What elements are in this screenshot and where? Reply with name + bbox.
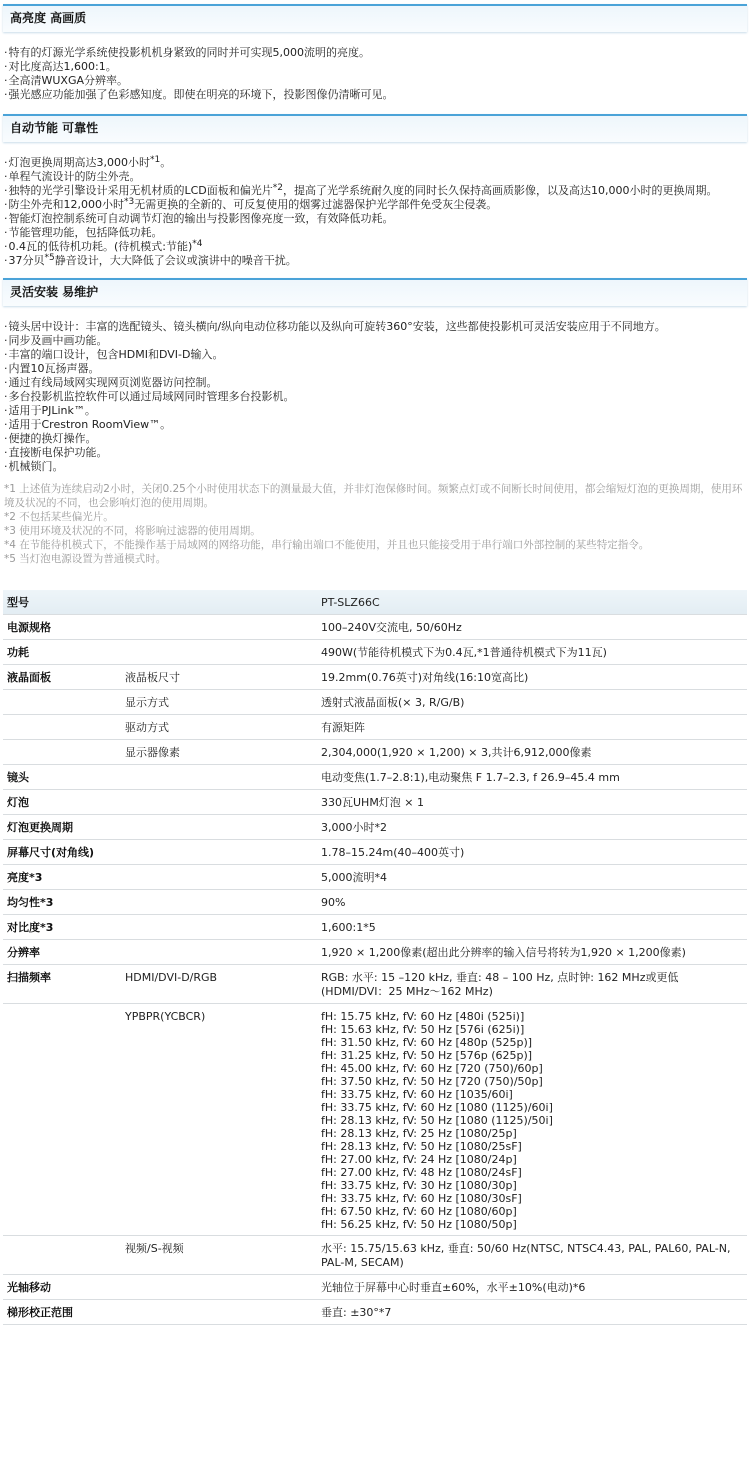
spec-subkey (121, 765, 317, 790)
spec-row (3, 1300, 747, 1325)
feature-item (4, 46, 750, 60)
feature-text: 智能灯泡控制系统可自动调节灯泡的输出与投影图像亮度一致，有效降低功耗。 (8, 212, 394, 225)
bullet: · (4, 446, 8, 459)
scan-line: fH: 31.50 kHz, fV: 60 Hz [480p (525p)] (321, 1036, 533, 1049)
feature-text-cont: 。 (160, 156, 172, 169)
spec-subkey (121, 790, 317, 815)
spec-key (3, 1004, 121, 1236)
spec-row (3, 915, 747, 940)
feature-text: 直接断电保护功能。 (8, 446, 108, 459)
spec-subkey (121, 640, 317, 665)
spec-key: 梯形校正范围 (3, 1300, 121, 1325)
spec-subkey: 驱动方式 (121, 715, 317, 740)
scan-line: fH: 15.63 kHz, fV: 50 Hz [576i (625i)] (321, 1023, 525, 1036)
feature-item (4, 184, 750, 198)
spec-row (3, 815, 747, 840)
footnote: *1 上述值为连续启动2小时，关闭0.25个小时使用状态下的测量最大值，并非灯泡保修时间。频繁点灯或不间断长时间使用，都会缩短灯泡的更换周期，使用环境及状况的不同，也会影响灯泡的使用周期。 (4, 483, 743, 509)
spec-row (3, 615, 747, 640)
spec-key: 屏幕尺寸(对角线) (3, 840, 121, 865)
feature-item (4, 254, 750, 268)
bullet: · (4, 254, 8, 267)
spec-value: 19.2mm(0.76英寸)对角线(16:10宽高比) (317, 665, 747, 690)
spec-key: 均匀性*3 (3, 890, 121, 915)
spec-value: 2,304,000(1,920 × 1,200) × 3,共计6,912,000像素 (317, 740, 747, 765)
scan-line: fH: 33.75 kHz, fV: 30 Hz [1080/30p] (321, 1179, 517, 1192)
feature-item (4, 170, 750, 184)
scan-line: fH: 37.50 kHz, fV: 50 Hz [720 (750)/50p] (321, 1075, 543, 1088)
spec-row (3, 940, 747, 965)
footnote: *4 在节能待机模式下，不能操作基于局域网的网络功能，串行输出端口不能使用，并且也只能接受用于串行端口外部控制的某些特定指令。 (4, 539, 650, 551)
feature-item (4, 240, 750, 254)
footnotes (0, 474, 750, 566)
feature-text: 丰富的端口设计，包含HDMI和DVI-D输入。 (8, 348, 224, 361)
bullet: · (4, 212, 8, 225)
spec-row (3, 890, 747, 915)
bullet: · (4, 240, 8, 253)
feature-text: 便捷的换灯操作。 (8, 432, 97, 445)
scan-line: fH: 33.75 kHz, fV: 60 Hz [1080/30sF] (321, 1192, 522, 1205)
feature-item (4, 432, 750, 446)
spec-value: 5,000流明*4 (317, 865, 747, 890)
scan-line: fH: 28.13 kHz, fV: 25 Hz [1080/25p] (321, 1127, 517, 1140)
scan-line: fH: 28.13 kHz, fV: 50 Hz [1080/25sF] (321, 1140, 522, 1153)
spec-row (3, 665, 747, 690)
feature-text: 镜头居中设计：丰富的选配镜头、镜头横向/纵向电动位移功能以及纵向可旋转360°安装，这些都使投影机可灵活安装应用于不同地方。 (8, 320, 666, 333)
spec-value: 90% (317, 890, 747, 915)
feature-item (4, 88, 750, 102)
feature-text-cont: 无需更换的全新的、可反复使用的烟雾过滤器保护光学部件免受灰尘侵袭。 (134, 198, 498, 211)
feature-text: 机械锁门。 (8, 460, 64, 473)
spec-subkey (121, 615, 317, 640)
spec-subkey (121, 1275, 317, 1300)
spec-value: PT-SLZ66C (317, 590, 747, 615)
feature-item (4, 74, 750, 88)
spec-key: 镜头 (3, 765, 121, 790)
footnote-marker: *4 (192, 239, 203, 249)
spec-subkey (121, 915, 317, 940)
spec-subkey (121, 815, 317, 840)
section-header (3, 278, 747, 306)
section-title: 自动节能 可靠性 (10, 121, 99, 135)
feature-text: 对比度高达1,600:1。 (8, 60, 117, 73)
spec-key: 灯泡 (3, 790, 121, 815)
footnote: *5 当灯泡电源设置为普通模式时。 (4, 553, 167, 565)
spec-value: 1,920 × 1,200像素(超出此分辨率的输入信号将转为1,920 × 1,200像素) (317, 940, 747, 965)
spec-value: 光轴位于屏幕中心时垂直±60%，水平±10%(电动)*6 (317, 1275, 747, 1300)
feature-text: 防尘外壳和12,000小时 (8, 198, 124, 211)
feature-item (4, 348, 750, 362)
feature-text-cont: ，提高了光学系统耐久度的同时长久保持高画质影像，以及高达10,000小时的更换周期。 (283, 184, 718, 197)
scan-line: fH: 67.50 kHz, fV: 60 Hz [1080/60p] (321, 1205, 517, 1218)
bullet: · (4, 432, 8, 445)
footnote-marker: *5 (44, 253, 55, 263)
scan-line: fH: 27.00 kHz, fV: 24 Hz [1080/24p] (321, 1153, 517, 1166)
spec-subkey (121, 865, 317, 890)
feature-item (4, 198, 750, 212)
spec-value: 330瓦UHM灯泡 × 1 (317, 790, 747, 815)
feature-text: 节能管理功能，包括降低功耗。 (8, 226, 163, 239)
spec-value: 3,000小时*2 (317, 815, 747, 840)
bullet: · (4, 404, 8, 417)
spec-key (3, 690, 121, 715)
spec-subkey: HDMI/DVI-D/RGB (121, 965, 317, 1004)
spec-key (3, 715, 121, 740)
spec-value: 有源矩阵 (317, 715, 747, 740)
footnote-marker: *2 (272, 183, 284, 193)
spec-row (3, 640, 747, 665)
section-title: 灵活安装 易维护 (10, 285, 99, 299)
spec-row (3, 1275, 747, 1300)
feature-text: 全高清WUXGA分辨率。 (8, 74, 129, 87)
spec-value: 电动变焦(1.7–2.8:1),电动聚焦 F 1.7–2.3, f 26.9–45.4 mm (317, 765, 747, 790)
feature-item (4, 418, 750, 432)
bullet: · (4, 334, 8, 347)
spec-subkey (121, 840, 317, 865)
spec-key (3, 740, 121, 765)
spec-subkey (121, 890, 317, 915)
feature-item (4, 446, 750, 460)
spec-row (3, 840, 747, 865)
bullet: · (4, 390, 8, 403)
spec-row (3, 765, 747, 790)
bullet: · (4, 46, 8, 59)
spec-value: 1,600:1*5 (317, 915, 747, 940)
feature-item (4, 376, 750, 390)
feature-item (4, 334, 750, 348)
spec-key: 功耗 (3, 640, 121, 665)
spec-subkey: 显示方式 (121, 690, 317, 715)
spec-key (3, 1236, 121, 1275)
feature-text: 内置10瓦扬声器。 (8, 362, 100, 375)
spec-value: 100–240V交流电, 50/60Hz (317, 615, 747, 640)
spec-page (0, 4, 750, 1325)
spec-subkey: 显示器像素 (121, 740, 317, 765)
spec-key: 光轴移动 (3, 1275, 121, 1300)
feature-text: 灯泡更换周期高达3,000小时 (8, 156, 150, 169)
feature-text: 特有的灯源光学系统使投影机机身紧致的同时并可实现5,000流明的亮度。 (8, 46, 370, 59)
spec-row (3, 865, 747, 890)
feature-item (4, 60, 750, 74)
spec-table (3, 590, 747, 1325)
bullet: · (4, 60, 8, 73)
section-header (3, 114, 747, 142)
spec-row (3, 1236, 747, 1275)
spec-key: 分辨率 (3, 940, 121, 965)
spec-key: 型号 (3, 590, 121, 615)
spec-value: 1.78–15.24m(40–400英寸) (317, 840, 747, 865)
spec-key: 电源规格 (3, 615, 121, 640)
bullet: · (4, 198, 8, 211)
feature-text: 37分贝 (8, 254, 45, 267)
scan-line: fH: 15.75 kHz, fV: 60 Hz [480i (525i)] (321, 1010, 525, 1023)
scan-line: fH: 28.13 kHz, fV: 50 Hz [1080 (1125)/50i] (321, 1114, 553, 1127)
feature-item (4, 226, 750, 240)
feature-text: 通过有线局域网实现网页浏览器访问控制。 (8, 376, 218, 389)
feature-text: 适用于Crestron RoomView™。 (8, 418, 172, 431)
bullet: · (4, 170, 8, 183)
spec-subkey (121, 590, 317, 615)
feature-text: 独特的光学引擎设计采用无机材质的LCD面板和偏光片 (8, 184, 273, 197)
footnote-marker: *1 (150, 155, 161, 165)
spec-key: 液晶面板 (3, 665, 121, 690)
spec-subkey (121, 1300, 317, 1325)
feature-text: 0.4瓦的低待机功耗。(待机模式:节能) (8, 240, 193, 253)
feature-item (4, 390, 750, 404)
scan-line: fH: 56.25 kHz, fV: 50 Hz [1080/50p] (321, 1218, 517, 1231)
bullet: · (4, 226, 8, 239)
scan-line: fH: 31.25 kHz, fV: 50 Hz [576p (625p)] (321, 1049, 533, 1062)
spec-subkey: YPBPR(YCBCR) (121, 1004, 317, 1236)
section-title: 高亮度 高画质 (10, 11, 87, 25)
footnote-marker: *3 (124, 197, 135, 207)
scan-line: fH: 45.00 kHz, fV: 60 Hz [720 (750)/60p] (321, 1062, 543, 1075)
footnote: *3 使用环境及状况的不同，将影响过滤器的使用周期。 (4, 525, 261, 537)
spec-value: 水平: 15.75/15.63 kHz, 垂直: 50/60 Hz(NTSC, NTSC4.43, PAL, PAL60, PAL-N, PAL-M, SECAM) (317, 1236, 747, 1275)
spec-value: 垂直: ±30°*7 (317, 1300, 747, 1325)
spec-subkey: 视频/S-视频 (121, 1236, 317, 1275)
bullet: · (4, 418, 8, 431)
spec-key: 灯泡更换周期 (3, 815, 121, 840)
spec-row (3, 1004, 747, 1236)
bullet: · (4, 460, 8, 473)
feature-item (4, 362, 750, 376)
bullet: · (4, 362, 8, 375)
spec-row (3, 590, 747, 615)
spec-key: 对比度*3 (3, 915, 121, 940)
feature-text: 同步及画中画功能。 (8, 334, 108, 347)
scan-line: fH: 33.75 kHz, fV: 60 Hz [1035/60i] (321, 1088, 513, 1101)
scan-line: fH: 33.75 kHz, fV: 60 Hz [1080 (1125)/60i] (321, 1101, 553, 1114)
bullet: · (4, 184, 8, 197)
bullet: · (4, 348, 8, 361)
footnote: *2 不包括某些偏光片。 (4, 511, 114, 523)
spec-subkey: 液晶板尺寸 (121, 665, 317, 690)
feature-list (0, 156, 750, 268)
spec-value: RGB: 水平: 15 –120 kHz, 垂直: 48 – 100 Hz, 点时钟: 162 MHz或更低 (HDMI/DVI：25 MHz～162 MHz) (317, 965, 747, 1004)
bullet: · (4, 74, 8, 87)
spec-value: 490W(节能待机模式下为0.4瓦,*1普通待机模式下为11瓦) (317, 640, 747, 665)
feature-item (4, 212, 750, 226)
feature-list (0, 46, 750, 102)
spec-key: 扫描频率 (3, 965, 121, 1004)
spec-row (3, 790, 747, 815)
bullet: · (4, 320, 8, 333)
feature-text: 适用于PJLink™。 (8, 404, 96, 417)
spec-row (3, 715, 747, 740)
spec-subkey (121, 940, 317, 965)
spec-row (3, 740, 747, 765)
section-header (3, 4, 747, 32)
bullet: · (4, 156, 8, 169)
feature-text: 多台投影机监控软件可以通过局域网同时管理多台投影机。 (8, 390, 295, 403)
feature-item (4, 460, 750, 474)
bullet: · (4, 88, 8, 101)
feature-text-cont: 静音设计，大大降低了会议或演讲中的噪音干扰。 (54, 254, 297, 267)
feature-text: 强光感应功能加强了色彩感知度。即使在明亮的环境下，投影图像仍清晰可见。 (8, 88, 394, 101)
feature-item (4, 156, 750, 170)
spec-row (3, 965, 747, 1004)
scan-line: fH: 27.00 kHz, fV: 48 Hz [1080/24sF] (321, 1166, 522, 1179)
spec-value (317, 1004, 747, 1236)
spec-value: 透射式液晶面板(× 3, R/G/B) (317, 690, 747, 715)
feature-text: 单程气流设计的防尘外壳。 (8, 170, 141, 183)
feature-item (4, 404, 750, 418)
feature-item (4, 320, 750, 334)
spec-key: 亮度*3 (3, 865, 121, 890)
feature-list (0, 320, 750, 474)
spec-row (3, 690, 747, 715)
bullet: · (4, 376, 8, 389)
